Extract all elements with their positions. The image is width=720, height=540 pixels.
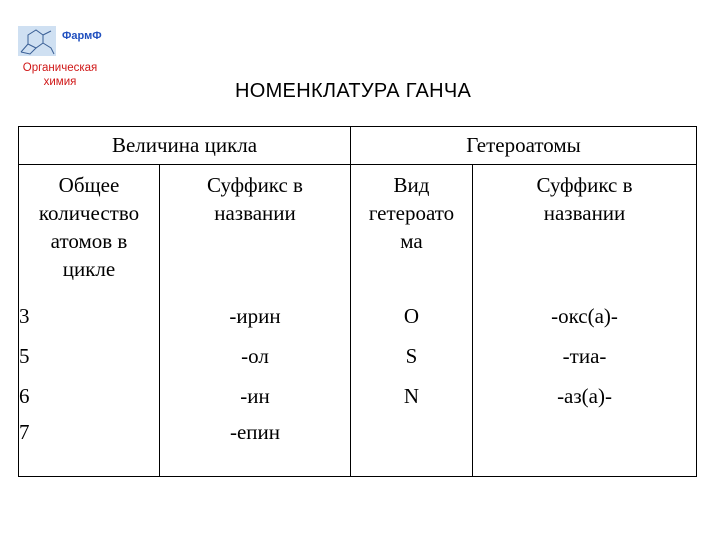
group-header-row <box>19 127 697 165</box>
cell-ring-suffix: -ирин <box>160 296 351 336</box>
cell-heteroatom: O <box>351 296 473 336</box>
table-row <box>19 296 697 336</box>
column-header-heteroatom-suffix <box>473 165 697 297</box>
cell-heteroatom: N <box>351 376 473 416</box>
column-header-row <box>19 165 697 297</box>
column-header-heteroatom-type <box>351 165 473 297</box>
header-text-line: ма <box>400 229 423 253</box>
header-text-line: Общее <box>58 173 120 197</box>
cell-ring-suffix: -епин <box>160 416 351 477</box>
column-header-ring-suffix <box>160 165 351 297</box>
brand-name: ФармФ <box>62 30 102 42</box>
header-text-line: названии <box>214 201 296 225</box>
cell-hetero-suffix: -тиа- <box>473 336 697 376</box>
cell-atoms: 7 <box>19 416 160 477</box>
column-header-total-atoms <box>19 165 160 297</box>
table-row <box>19 416 697 477</box>
cell-atoms: 6 <box>19 376 160 416</box>
table-row <box>19 336 697 376</box>
cell-heteroatom <box>351 416 473 477</box>
cell-hetero-suffix: -окс(а)- <box>473 296 697 336</box>
header-text-line: Вид <box>393 173 430 197</box>
header-text-line: названии <box>543 201 626 225</box>
header-text-line: количество <box>38 201 140 225</box>
table-row <box>19 376 697 416</box>
cell-heteroatom: S <box>351 336 473 376</box>
cell-hetero-suffix <box>473 416 697 477</box>
subject-line-1: Органическая <box>22 62 98 74</box>
cell-ring-suffix: -ин <box>160 376 351 416</box>
chem-structure-icon <box>18 26 56 56</box>
group-header-heteroatoms: Гетероатомы <box>351 127 697 165</box>
subject-label <box>8 61 112 89</box>
cell-atoms: 3 <box>19 296 160 336</box>
header-text-line: цикле <box>62 257 116 281</box>
subject-line-2: химия <box>43 76 77 88</box>
nomenclature-table <box>18 126 697 477</box>
group-header-ring-size: Величина цикла <box>19 127 351 165</box>
cell-atoms: 5 <box>19 336 160 376</box>
header-text-line: гетероато <box>368 201 455 225</box>
cell-ring-suffix: -ол <box>160 336 351 376</box>
page-title: НОМЕНКЛАТУРА ГАНЧА <box>235 80 472 102</box>
cell-hetero-suffix: -аз(а)- <box>473 376 697 416</box>
header-text-line: Суффикс в <box>536 173 633 197</box>
header-text-line: Суффикс в <box>207 173 303 197</box>
header-text-line: атомов в <box>50 229 128 253</box>
